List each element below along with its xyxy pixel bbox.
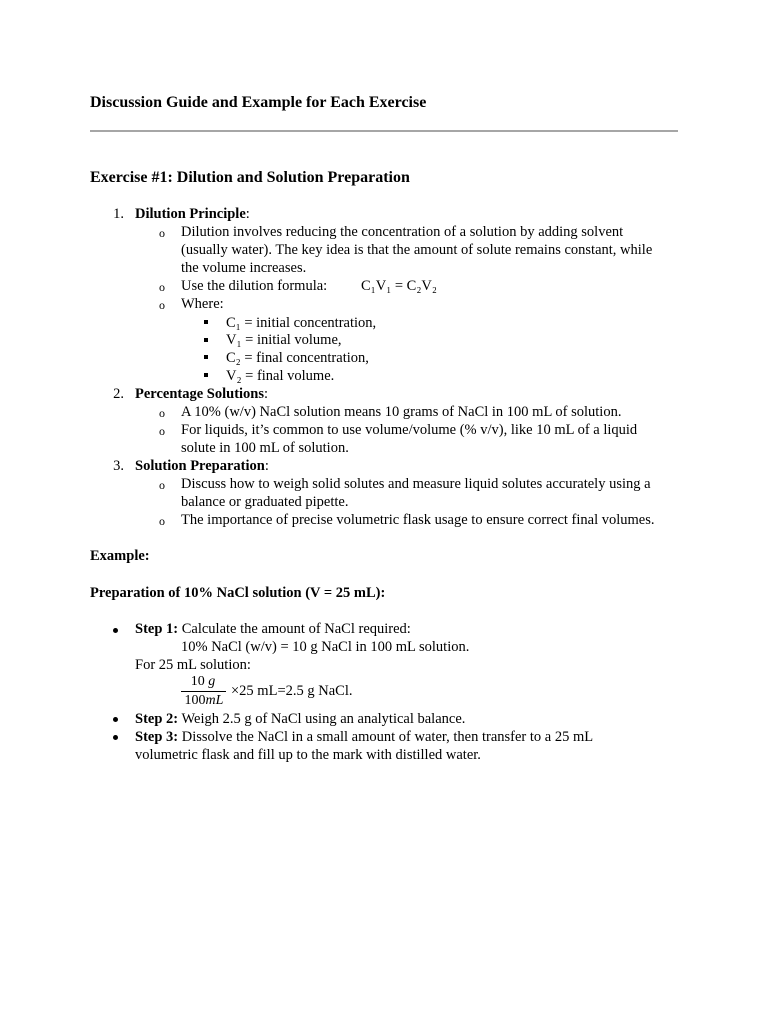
bullet-text: (usually water). The key idea is that the amount of solute remains constant, while	[181, 242, 653, 258]
bullet-text: For liquids, it’s common to use volume/volume (% v/v), like 10 mL of a liquid	[181, 422, 638, 438]
item-number: 3.	[113, 458, 124, 474]
step-label: Step 1:	[135, 621, 179, 637]
step-text: Calculate the amount of NaCl required:	[181, 621, 411, 637]
step-label: Step 2:	[135, 711, 179, 727]
sub-item-text: C₁ = initial concentration,	[226, 315, 377, 331]
example-label: Example:	[90, 548, 150, 564]
dilution-formula: C₁V₁ = C₂V₂	[361, 278, 437, 294]
preparation-title: Preparation of 10% NaCl solution (V = 25 mL):	[90, 585, 386, 601]
item-number: 1.	[113, 206, 124, 222]
bullet-text: solute in 100 mL of solution.	[181, 440, 349, 456]
fraction-result: ×25 mL=2.5 g NaCl.	[231, 683, 353, 699]
sub-item-text: C₂ = final concentration,	[226, 350, 369, 366]
step-1-detail: For 25 mL solution:	[135, 657, 251, 673]
bullet-text: balance or graduated pipette.	[181, 494, 349, 510]
item-title: Percentage Solutions	[135, 386, 265, 402]
square-bullet	[204, 338, 208, 342]
bullet-text: Dilution involves reducing the concentration of a solution by adding solvent	[181, 224, 624, 240]
fraction-numerator	[180, 674, 226, 690]
sub-item-text: V₁ = initial volume,	[226, 332, 342, 348]
bullet-marker: o	[159, 478, 165, 492]
exercise-title: Exercise #1: Dilution and Solution Preparation	[90, 169, 410, 186]
square-bullet	[204, 373, 208, 377]
step-text: Weigh 2.5 g of NaCl using an analytical balance.	[181, 711, 466, 727]
step-label: Step 3:	[135, 729, 179, 745]
bullet-marker: o	[159, 280, 165, 294]
step-1-detail: 10% NaCl (w/v) = 10 g NaCl in 100 mL solution.	[181, 639, 470, 655]
denominator-unit: mL	[205, 693, 224, 708]
bullet-text: Where:	[181, 296, 224, 312]
step-text: Dissolve the NaCl in a small amount of water, then transfer to a 25 mL	[181, 729, 594, 745]
step-3	[135, 728, 593, 746]
denominator-value: 100	[184, 693, 206, 708]
item-title: Solution Preparation	[135, 458, 265, 474]
bullet-dot	[113, 628, 118, 633]
bullet-dot	[113, 735, 118, 740]
step-3-continuation: volumetric flask and fill up to the mark with distilled water.	[135, 747, 481, 763]
item-heading: Solution Preparation:	[135, 458, 269, 474]
item-title: Dilution Principle	[135, 206, 246, 222]
bullet-marker: o	[159, 514, 165, 528]
square-bullet	[204, 355, 208, 359]
bullet-marker: o	[159, 424, 165, 438]
horizontal-rule	[90, 130, 678, 132]
item-heading: Dilution Principle:	[135, 206, 250, 222]
sub-item-text: V₂ = final volume.	[226, 368, 335, 384]
fraction-bar	[181, 691, 226, 692]
bullet-text: Use the dilution formula:	[181, 278, 328, 294]
item-heading: Percentage Solutions:	[135, 386, 269, 402]
bullet-text: Discuss how to weigh solid solutes and measure liquid solutes accurately using a	[181, 476, 651, 492]
document-title: Discussion Guide and Example for Each Exercise	[90, 94, 427, 111]
fraction-denominator	[180, 693, 228, 709]
bullet-text: The importance of precise volumetric flask usage to ensure correct final volumes.	[181, 512, 655, 528]
bullet-text: A 10% (w/v) NaCl solution means 10 grams of NaCl in 100 mL of solution.	[181, 404, 622, 420]
item-number: 2.	[113, 386, 124, 402]
step-1	[135, 620, 411, 638]
bullet-dot	[113, 717, 118, 722]
bullet-marker: o	[159, 406, 165, 420]
numerator-unit: g	[208, 674, 216, 689]
bullet-marker: o	[159, 298, 165, 312]
bullet-text: the volume increases.	[181, 260, 307, 276]
numerator-value: 10	[190, 674, 205, 689]
square-bullet	[204, 320, 208, 324]
step-2	[135, 710, 465, 728]
bullet-marker: o	[159, 226, 165, 240]
